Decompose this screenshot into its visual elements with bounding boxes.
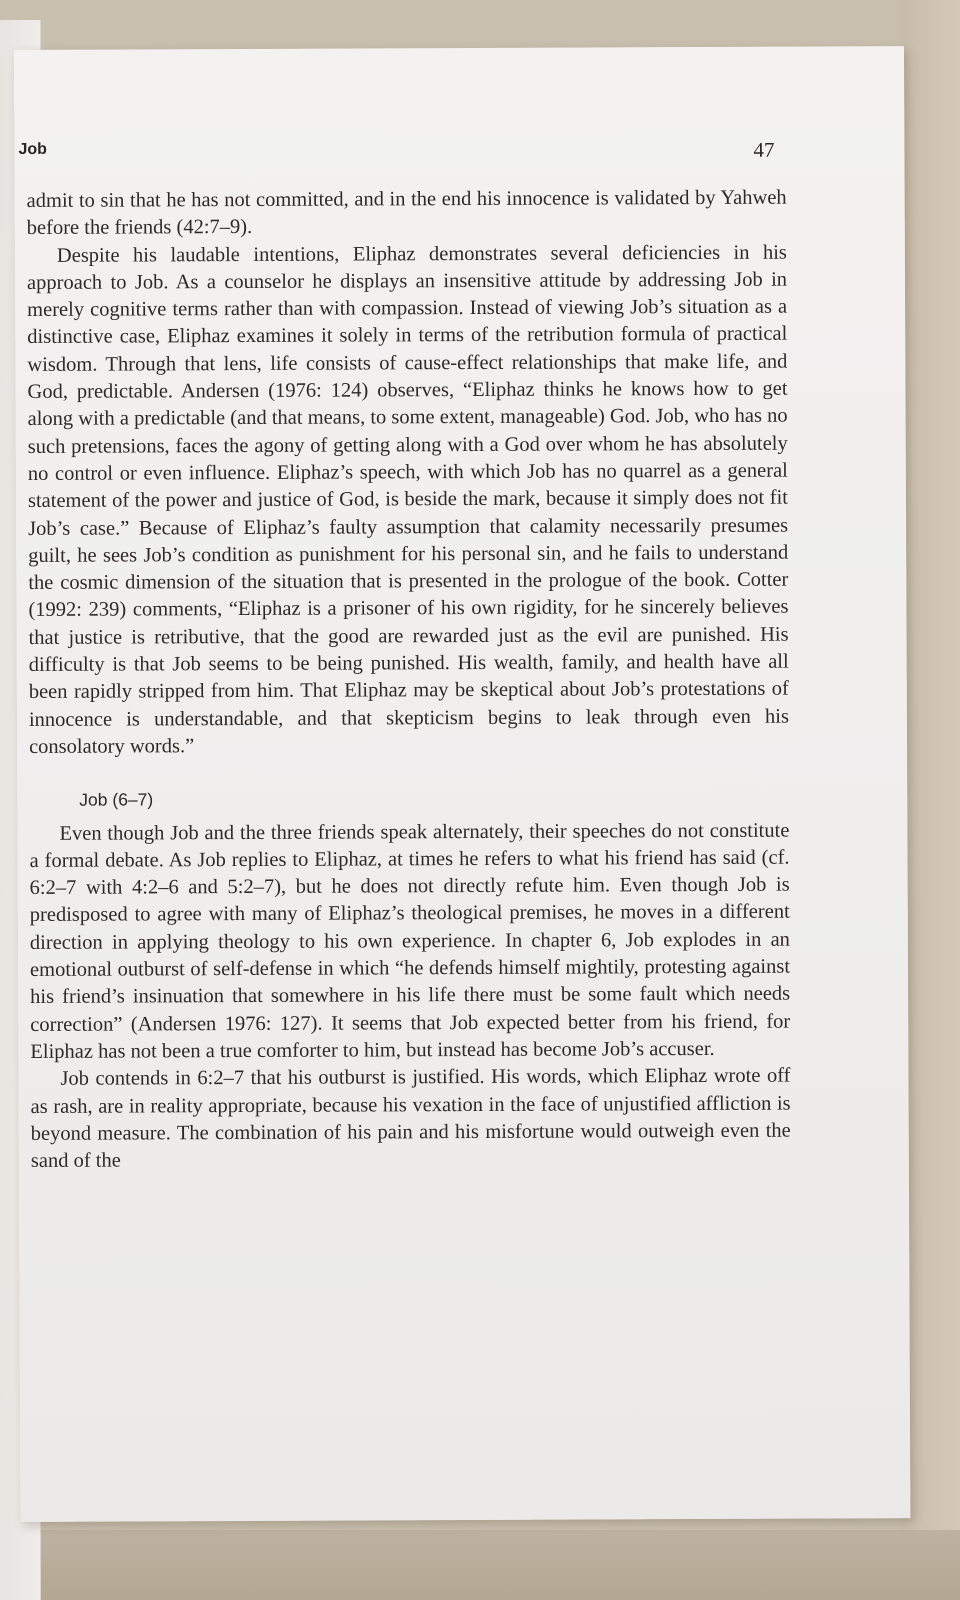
book-page — [14, 46, 910, 1522]
running-head-title: Job — [18, 140, 47, 158]
section-heading: Job (6–7) — [79, 789, 154, 810]
paragraph-continuation: admit to sin that he has not committed, and in the end his innocence is validated by Yahweh before the friends (42:7–9). — [26, 186, 787, 240]
paragraph-eliphaz-deficiencies: Despite his laudable intentions, Eliphaz demonstrates several deficiencies in his approach to Job. As a counselor he displays an insensitive attitude by addressing Job in merely cognitive terms rather than with compassion. Instead of viewing Job’s situation as a distinctive case, Eliphaz examines it solely in terms of the retribution formula of practical wisdom. Through that lens, life consists of cause-effect relationships that make life, and God, predictable. Andersen (1976: 124) observes, “Eliphaz thinks he knows how to get along with a predictable (and that means, to some extent, manageable) God. Job, who has no such pretensions, faces the agony of getting along with a God over whom he has absolutely no control or even influence. Eliphaz’s speech, with which Job has no quarrel as a general statement of the power and justice of God, is beside the mark, because it simply does not fit Job’s case.” Because of Eliphaz’s faulty assumption that calamity necessarily presumes guilt, he sees Job’s condition as punishment for his personal sin, and he fails to understand the cosmic dimension of the situation that is presented in the prologue of the book. Cotter (1992: 239) comments, “Eliphaz is a prisoner of his own rigidity, for he sincerely believes that justice is retributive, that the good are rewarded just as the evil are punished. His difficulty is that Job seems to be being punished. His wealth, family, and health have all been rapidly stripped from him. That Eliphaz may be skeptical about Job’s protestations of innocence is understandable, and that skepticism begins to leak through even his consolatory words.” — [26, 241, 789, 758]
paragraph-job-reply: Even though Job and the three friends speak alternately, their speeches do not constitute a formal debate. As Job replies to Eliphaz, at times he refers to what his friend has said (cf. 6:2–7 with 4:2–6 and 5:2–7), but he does not directly refute him. Even though Job is predisposed to agree with many of Eliphaz’s theological premises, he moves in a different direction in applying theology to his own experience. In chapter 6, Job explodes in an emotional outburst of self-defense in which “he defends himself mightily, protesting against his friend’s insinuation that somewhere in his life there must be some fault which needs correction” (Andersen 1976: 127). It seems that Job expected better from his friend, for Eliphaz has not been a true comforter to him, but instead has become Job’s accuser. — [29, 819, 791, 1063]
table-surface — [0, 1530, 960, 1600]
page-number: 47 — [753, 137, 775, 162]
paragraph-job-contends: Job contends in 6:2–7 that his outburst is justified. His words, which Eliphaz wrote off as rash, are in reality appropriate, because his vexation in the face of unjustified affliction is beyond measure. The combination of his pain and his misfortune would outweigh even the sand of the — [30, 1064, 791, 1173]
running-head — [14, 137, 904, 165]
body-text — [27, 185, 791, 1176]
